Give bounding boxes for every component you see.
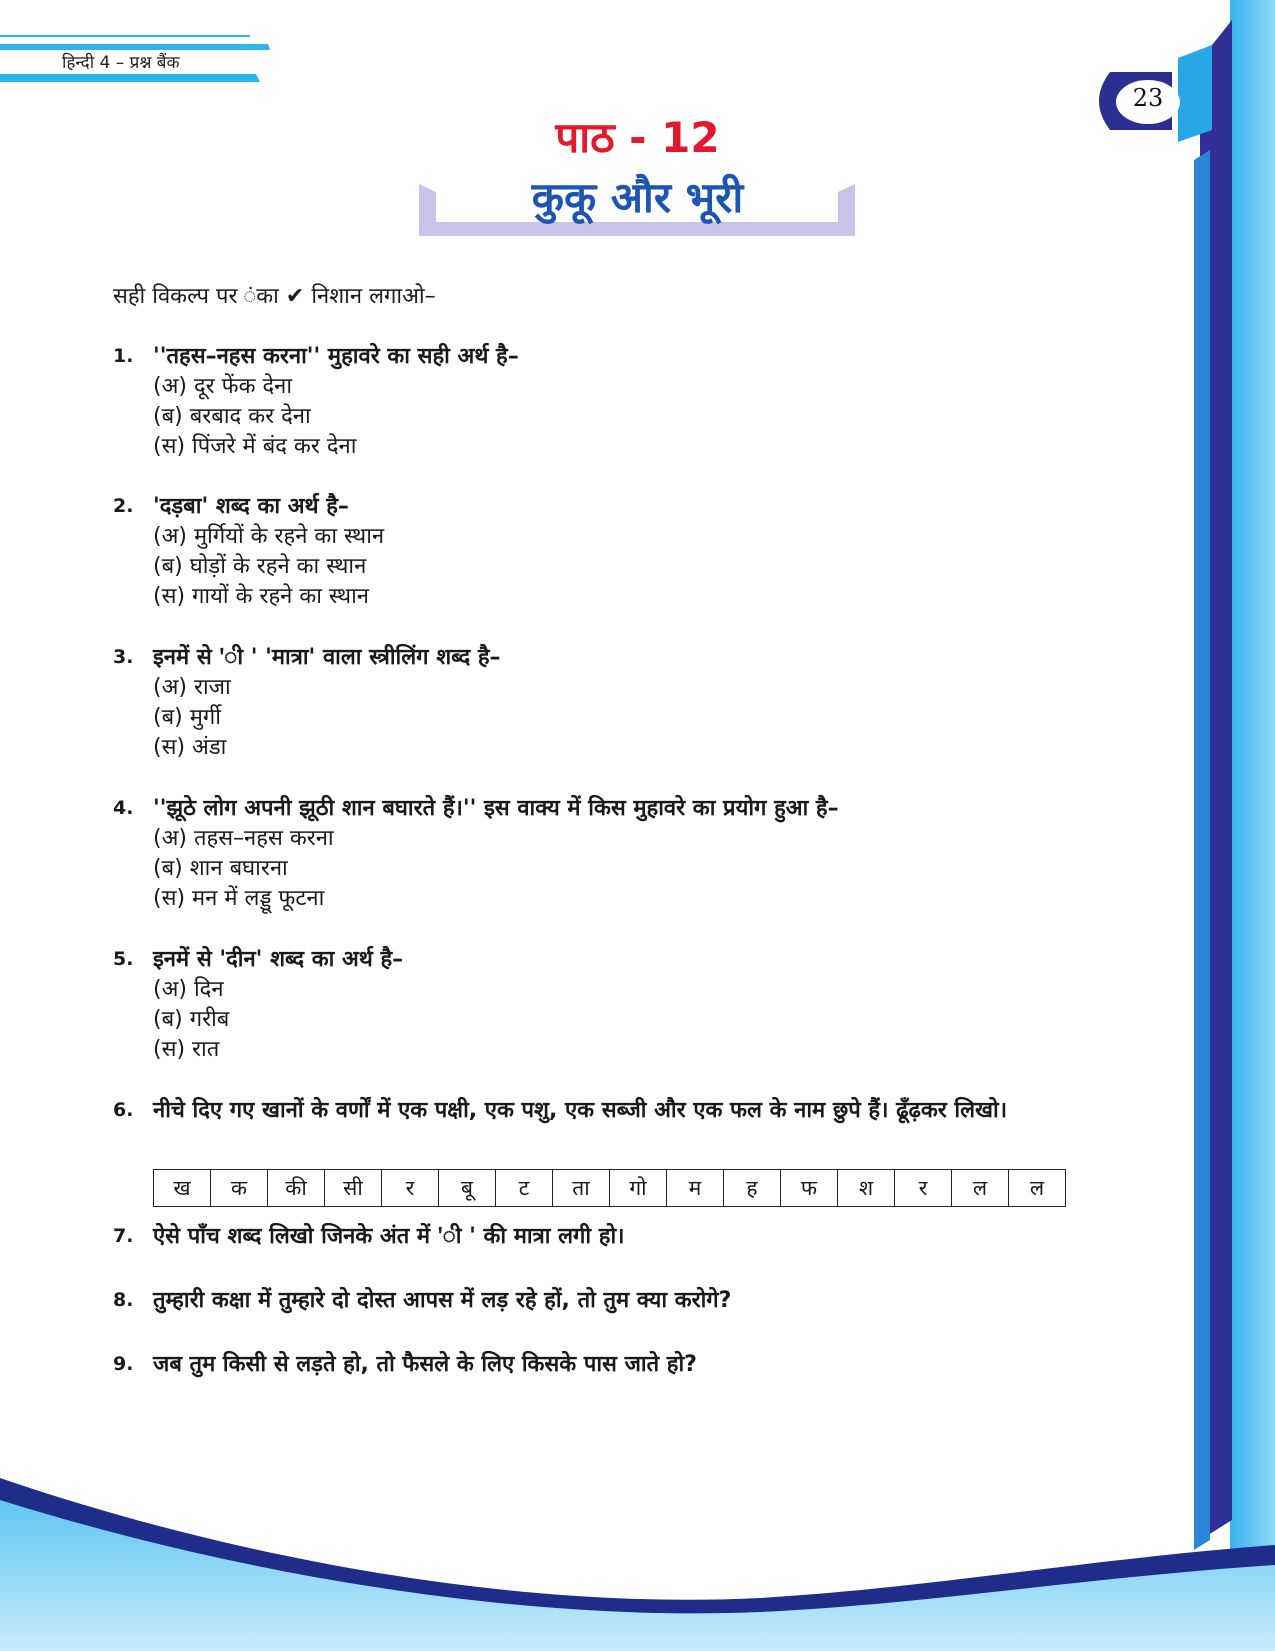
question-6 <box>113 1096 1163 1126</box>
grid-cell: की <box>268 1170 325 1207</box>
question-1 <box>113 342 1163 462</box>
letter-grid <box>153 1169 1066 1207</box>
question-number: 2. <box>113 495 134 517</box>
question-4 <box>113 794 1163 914</box>
question-number: 7. <box>113 1225 134 1247</box>
question-3 <box>113 643 1163 763</box>
option[interactable]: (स) गायों के रहने का स्थान <box>153 584 370 609</box>
grid-cell: गो <box>610 1170 667 1207</box>
option[interactable]: (अ) दूर फेंक देना <box>153 374 293 399</box>
grid-cell: ख <box>154 1170 211 1207</box>
option[interactable]: (ब) मुर्गी <box>153 705 221 730</box>
option[interactable]: (अ) मुर्गियों के रहने का स्थान <box>153 524 385 549</box>
grid-cell: म <box>667 1170 724 1207</box>
question-number: 1. <box>113 345 134 367</box>
check-icon: ✔ <box>285 284 305 309</box>
option[interactable]: (ब) बरबाद कर देना <box>153 404 311 429</box>
question-text: तुम्हारी कक्षा में तुम्हारे दो दोस्त आपस में लड़ रहे हों, तो तुम क्या करोगे? <box>153 1288 732 1313</box>
instruction <box>113 280 436 310</box>
question-2 <box>113 492 1163 612</box>
question-number: 3. <box>113 646 134 668</box>
question-text: 'दड़बा' शब्द का अर्थ है– <box>153 494 349 519</box>
grid-cell: ट <box>496 1170 553 1207</box>
lesson-title: कुकू और भूरी <box>531 173 744 222</box>
grid-cell: सी <box>325 1170 382 1207</box>
grid-cell: ह <box>724 1170 781 1207</box>
question-7 <box>113 1222 1163 1252</box>
instruction-text: सही विकल्प पर ंका <box>113 284 279 309</box>
question-number: 4. <box>113 797 134 819</box>
option[interactable]: (स) रात <box>153 1037 220 1062</box>
option[interactable]: (स) मन में लड्डू फूटना <box>153 886 325 911</box>
question-number: 6. <box>113 1099 134 1121</box>
grid-cell: र <box>382 1170 439 1207</box>
option[interactable]: (ब) शान बघारना <box>153 856 288 881</box>
question-text: जब तुम किसी से लड़ते हो, तो फैसले के लिए किसके पास जाते हो? <box>153 1352 697 1377</box>
grid-cell: ल <box>1009 1170 1066 1207</box>
grid-cell: ता <box>553 1170 610 1207</box>
question-text: ''झूठे लोग अपनी झूठी शान बघारते हैं।'' इस वाक्य में किस मुहावरे का प्रयोग हुआ है– <box>153 796 839 821</box>
book-title: हिन्दी 4 – प्रश्न बैंक <box>62 53 180 73</box>
grid-cell: श <box>838 1170 895 1207</box>
question-number: 8. <box>113 1289 134 1311</box>
page-number: 23 <box>1132 84 1164 112</box>
question-text: ऐसे पाँच शब्द लिखो जिनके अंत में 'ी ' की मात्रा लगी हो। <box>153 1224 625 1249</box>
lesson-number: पाठ - 12 <box>555 113 720 162</box>
option[interactable]: (अ) दिन <box>153 977 224 1002</box>
option[interactable]: (स) पिंजरे में बंद कर देना <box>153 434 357 459</box>
option[interactable]: (स) अंडा <box>153 735 227 760</box>
question-5 <box>113 945 1163 1065</box>
question-text: इनमें से 'ी ' 'मात्रा' वाला स्त्रीलिंग शब्द है– <box>153 645 501 670</box>
question-number: 5. <box>113 948 134 970</box>
question-text: ''तहस–नहस करना'' मुहावरे का सही अर्थ है– <box>153 344 519 369</box>
instruction-text-end: निशान लगाओ– <box>311 284 436 309</box>
grid-cell: र <box>895 1170 952 1207</box>
option[interactable]: (अ) राजा <box>153 675 231 700</box>
grid-cell: ल <box>952 1170 1009 1207</box>
question-text: नीचे दिए गए खानों के वर्णों में एक पक्षी, एक पशु, एक सब्जी और एक फल के नाम छुपे हैं। ढूँढ़कर लिखो। <box>153 1098 1008 1123</box>
grid-cell: बू <box>439 1170 496 1207</box>
option[interactable]: (ब) घोड़ों के रहने का स्थान <box>153 554 367 579</box>
option[interactable]: (ब) गरीब <box>153 1007 230 1032</box>
question-8 <box>113 1286 1163 1316</box>
question-9 <box>113 1350 1163 1380</box>
question-number: 9. <box>113 1353 134 1375</box>
option[interactable]: (अ) तहस–नहस करना <box>153 826 334 851</box>
grid-cell: फ <box>781 1170 838 1207</box>
question-text: इनमें से 'दीन' शब्द का अर्थ है– <box>153 947 404 972</box>
grid-cell: क <box>211 1170 268 1207</box>
